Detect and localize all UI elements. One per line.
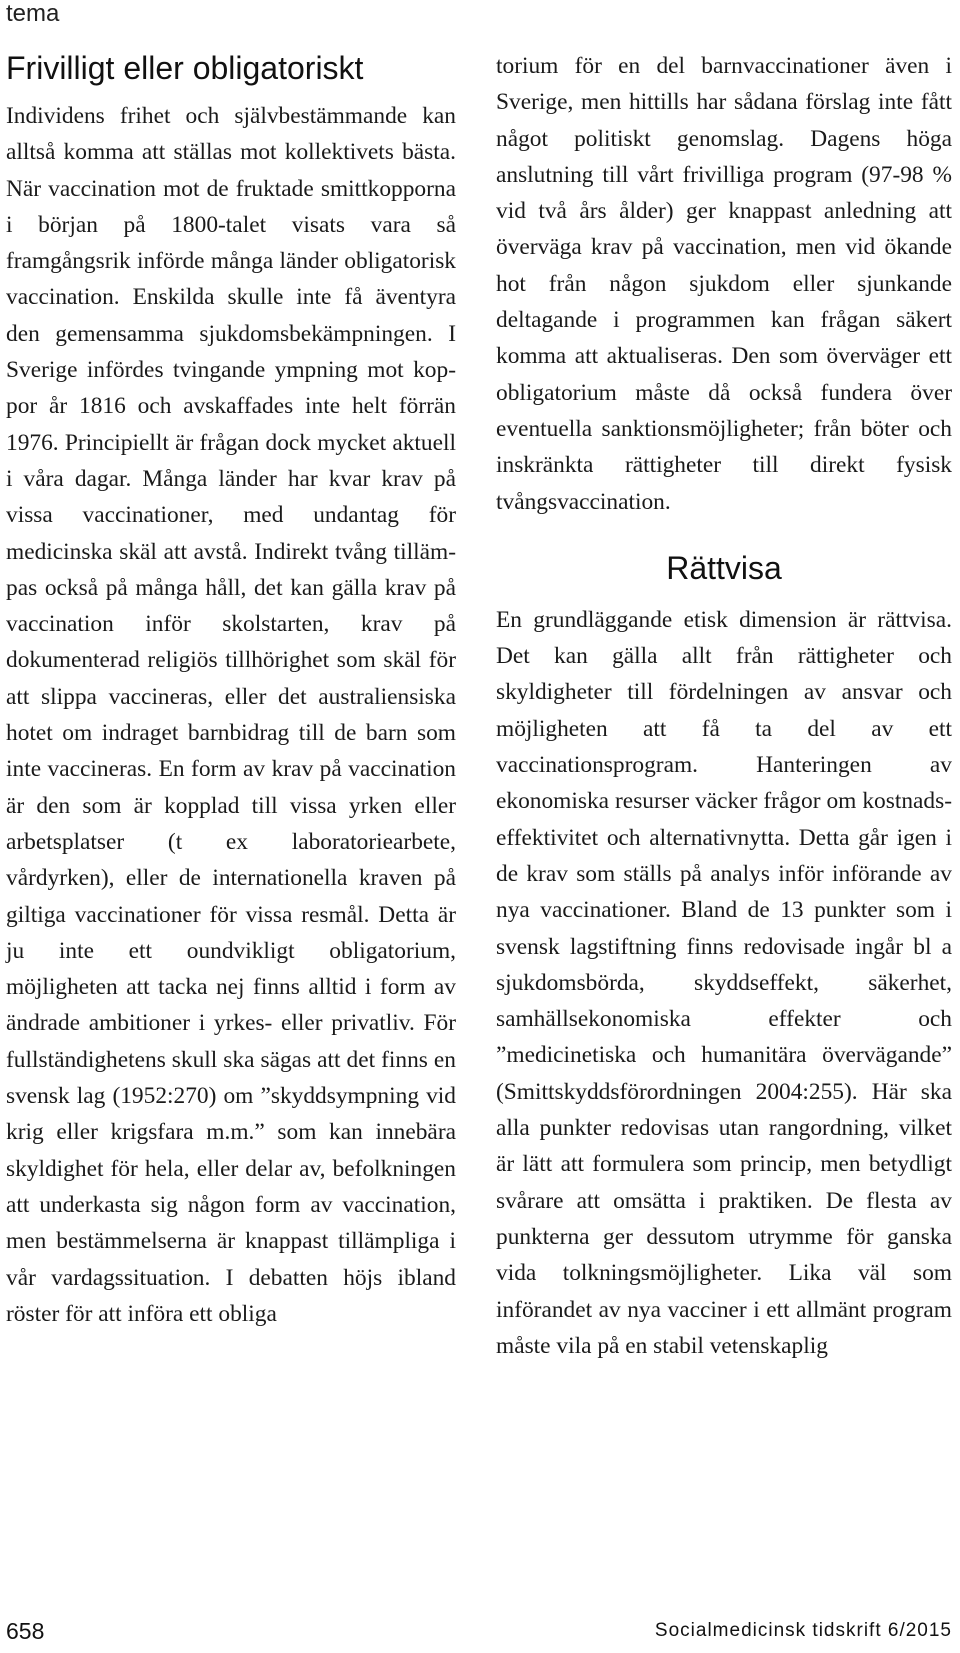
section-tag: tema [6, 0, 60, 27]
section-heading: Rättvisa [666, 549, 782, 586]
left-column [6, 40, 456, 1332]
page-number: 658 [6, 1618, 45, 1644]
journal-name: Socialmedicinsk tidskrift 6/2015 [654, 1620, 952, 1641]
section-heading: Frivilligt eller obligatoriskt [6, 50, 364, 86]
right-column [496, 48, 952, 1364]
body-paragraph: torium för en del barnvaccinationer även i Sverige, men hittills har sådana förslag inte fått något politiskt genomslag. Dagens höga anslutning till vårt frivilliga program (97-98 % vid två års ålder) ger knappast anledning att överväga krav på vaccination, men vid ökande hot från någon sjukdom eller sjunkande deltagande i programmen kan frågan säkert komma att aktualiseras. Den som överväger ett obligatorium måste då också fundera över eventuella sanktionsmöjligheter; från böter och inskränkta rättigheter till direkt fysisk tvångsvaccination. [496, 53, 952, 515]
body-paragraph: En grundläggande etisk dimension är rättvisa. Det kan gälla allt från rättigheter och skyldigheter till fördelningen av ansvar och möjligheten att få ta del av ett vaccinationsprogram. Hanteringen av ekonomiska resurser väcker frågor om kostnads-effektivitet och alternativnytta. Detta går igen i de krav som ställs på analys inför införande av nya vaccinationer. Bland de 13 punkter som i svensk lagstiftning finns redovisade ingår bl a sjukdomsbörda, skyddseffekt, säkerhet, samhällsekonomiska effekter och ”medicinetiska och humanitära övervägande” (Smittskyddsförordningen 2004:255). Här ska alla punkter redovisas utan rangordning, vilket är lätt att formulera som princip, men betydligt svårare att omsätta i praktiken. De flesta av punkterna ger dessutom utrymme för ganska vida tolkningsmöjligheter. Lika väl som införandet av nya vacciner i ett allmänt program måste vila på en stabil vetenskaplig [496, 606, 952, 1359]
body-paragraph: Individens frihet och självbestämmande kan alltså komma att ställas mot kollektivets bästa. När vaccination mot de fruktade smittkopporna i början på 1800-talet visats vara så framgångsrik införde många länder obligatorisk vaccination. Enskilda skulle inte få äventyra den gemensamma sjukdomsbekämpningen. I Sverige infördes tvingande ympning mot koppor år 1816 och avskaffades inte helt förrän 1976. Principiellt är frågan dock mycket aktuell i våra dagar. Många länder har kvar krav på vissa vaccinationer, med undantag för medicinska skäl att avstå. Indirekt tvång tillämpas också på många håll, det kan gälla krav på vaccination inför skolstarten, krav på dokumenterad religiös tillhörighet som skäl för att slippa vaccineras, eller det australiensiska hotet om indraget barnbidrag till de barn som inte vaccineras. En form av krav på vaccination är den som är kopplad till vissa yrken eller arbetsplatser (t ex laboratoriearbete, vårdyrken), eller de internationella kraven på giltiga vaccinationer för vissa resmål. Detta är ju inte ett oundvikligt obligatorium, möjligheten att tacka nej finns alltid i form av ändrade ambitioner i yrkes- eller privatliv. För fullständighetens skull ska sägas att det finns en svensk lag (1952:270) om ”skyddsympning vid krig eller krigsfara m.m.” som kan innebära skyldighet för hela, eller delar av, befolkningen att underkasta sig någon form av vaccination, men bestämmelserna är knappast tillämpliga i vår vardagssituation. I debatten höjs ibland röster för att införa ett obliga [6, 103, 456, 1327]
